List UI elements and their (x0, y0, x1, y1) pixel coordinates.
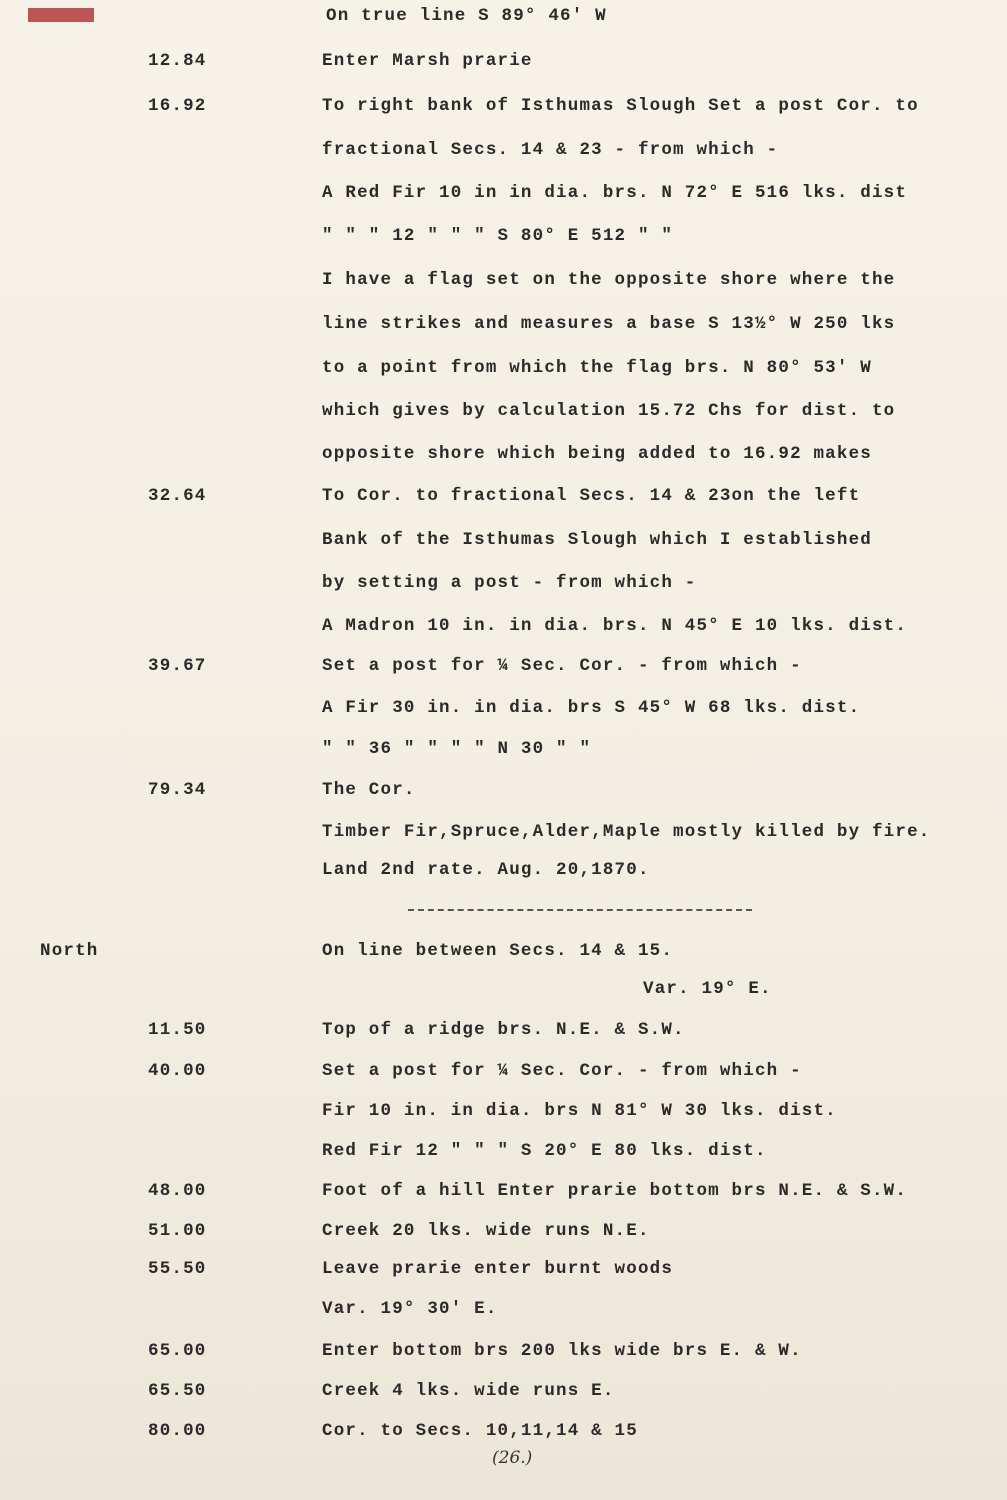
list-item (0, 397, 1007, 427)
entry-text: fractional Secs. 14 & 23 - from which - (322, 140, 779, 160)
list-item (0, 652, 1007, 682)
entry-text: " " " 12 " " " S 80° E 512 " " (322, 226, 674, 246)
list-item (0, 1177, 1007, 1207)
margin-label-north: North (40, 941, 99, 961)
distance-value: 40.00 (148, 1061, 207, 1081)
entry-text: Timber Fir,Spruce,Alder,Maple mostly killed by fire. (322, 822, 931, 842)
entry-text: " " 36 " " " " N 30 " " (322, 739, 592, 759)
list-item (0, 694, 1007, 724)
list-item (0, 735, 1007, 765)
list-item (0, 818, 1007, 848)
variation-text: Var. 19° E. (643, 979, 772, 999)
page-number: (26.) (492, 1448, 533, 1468)
list-item (0, 1217, 1007, 1247)
list-item (0, 1295, 1007, 1325)
list-item (0, 47, 1007, 77)
distance-value: 12.84 (148, 51, 207, 71)
entry-text: line strikes and measures a base S 13½° W 250 lks (322, 314, 896, 334)
list-item (0, 440, 1007, 470)
section-divider (408, 909, 752, 911)
list-item (0, 776, 1007, 806)
list-item (0, 612, 1007, 642)
distance-value: 55.50 (148, 1259, 207, 1279)
entry-text: Set a post for ¼ Sec. Cor. - from which - (322, 1061, 802, 1081)
entry-text: Cor. to Secs. 10,11,14 & 15 (322, 1421, 638, 1441)
list-item (0, 1255, 1007, 1285)
entry-text: Leave prarie enter burnt woods (322, 1259, 674, 1279)
list-item (0, 1057, 1007, 1087)
section-2-heading: On line between Secs. 14 & 15. (322, 941, 674, 961)
entry-text: To Cor. to fractional Secs. 14 & 23on the left (322, 486, 861, 506)
distance-value: 65.50 (148, 1381, 207, 1401)
entry-text: Enter bottom brs 200 lks wide brs E. & W. (322, 1341, 802, 1361)
entry-text: Bank of the Isthumas Slough which I established (322, 530, 872, 550)
list-item (0, 1137, 1007, 1167)
distance-value: 65.00 (148, 1341, 207, 1361)
entry-text: by setting a post - from which - (322, 573, 697, 593)
entry-text: The Cor. (322, 780, 416, 800)
list-item (0, 1377, 1007, 1407)
entry-text: Var. 19° 30' E. (322, 1299, 498, 1319)
list-item (0, 856, 1007, 886)
entry-text: Creek 20 lks. wide runs N.E. (322, 1221, 650, 1241)
entry-text: Fir 10 in. in dia. brs N 81° W 30 lks. dist. (322, 1101, 837, 1121)
list-item (0, 1337, 1007, 1367)
list-item (0, 354, 1007, 384)
entry-text: Land 2nd rate. Aug. 20,1870. (322, 860, 650, 880)
entry-text: Red Fir 12 " " " S 20° E 80 lks. dist. (322, 1141, 767, 1161)
entry-text: Top of a ridge brs. N.E. & S.W. (322, 1020, 685, 1040)
entry-text: A Fir 30 in. in dia. brs S 45° W 68 lks. dist. (322, 698, 861, 718)
list-item (0, 222, 1007, 252)
distance-value: 48.00 (148, 1181, 207, 1201)
entry-text: A Madron 10 in. in dia. brs. N 45° E 10 lks. dist. (322, 616, 908, 636)
entry-text: Foot of a hill Enter prarie bottom brs N.E. & S.W. (322, 1181, 908, 1201)
entry-text: Creek 4 lks. wide runs E. (322, 1381, 615, 1401)
entry-text: to a point from which the flag brs. N 80° 53' W (322, 358, 872, 378)
section-2-header (0, 937, 1007, 967)
entry-text: A Red Fir 10 in in dia. brs. N 72° E 516 lks. dist (322, 183, 908, 203)
list-item (0, 136, 1007, 166)
header-line (0, 2, 1007, 32)
list-item (0, 1417, 1007, 1447)
list-item (0, 569, 1007, 599)
list-item (0, 482, 1007, 512)
entry-text: To right bank of Isthumas Slough Set a post Cor. to (322, 96, 919, 116)
list-item (0, 92, 1007, 122)
distance-value: 80.00 (148, 1421, 207, 1441)
list-item (0, 1016, 1007, 1046)
distance-value: 51.00 (148, 1221, 207, 1241)
section-2-variation (0, 975, 1007, 1005)
distance-value: 39.67 (148, 656, 207, 676)
list-item (0, 526, 1007, 556)
entry-text: I have a flag set on the opposite shore where the (322, 270, 896, 290)
distance-value: 32.64 (148, 486, 207, 506)
distance-value: 16.92 (148, 96, 207, 116)
line-heading: On true line S 89° 46' W (326, 6, 607, 26)
list-item (0, 310, 1007, 340)
distance-value: 11.50 (148, 1020, 207, 1040)
list-item (0, 179, 1007, 209)
entry-text: Enter Marsh prarie (322, 51, 533, 71)
entry-text: which gives by calculation 15.72 Chs for dist. to (322, 401, 896, 421)
list-item (0, 1097, 1007, 1127)
entry-text: opposite shore which being added to 16.92 makes (322, 444, 872, 464)
entry-text: Set a post for ¼ Sec. Cor. - from which - (322, 656, 802, 676)
list-item (0, 266, 1007, 296)
distance-value: 79.34 (148, 780, 207, 800)
